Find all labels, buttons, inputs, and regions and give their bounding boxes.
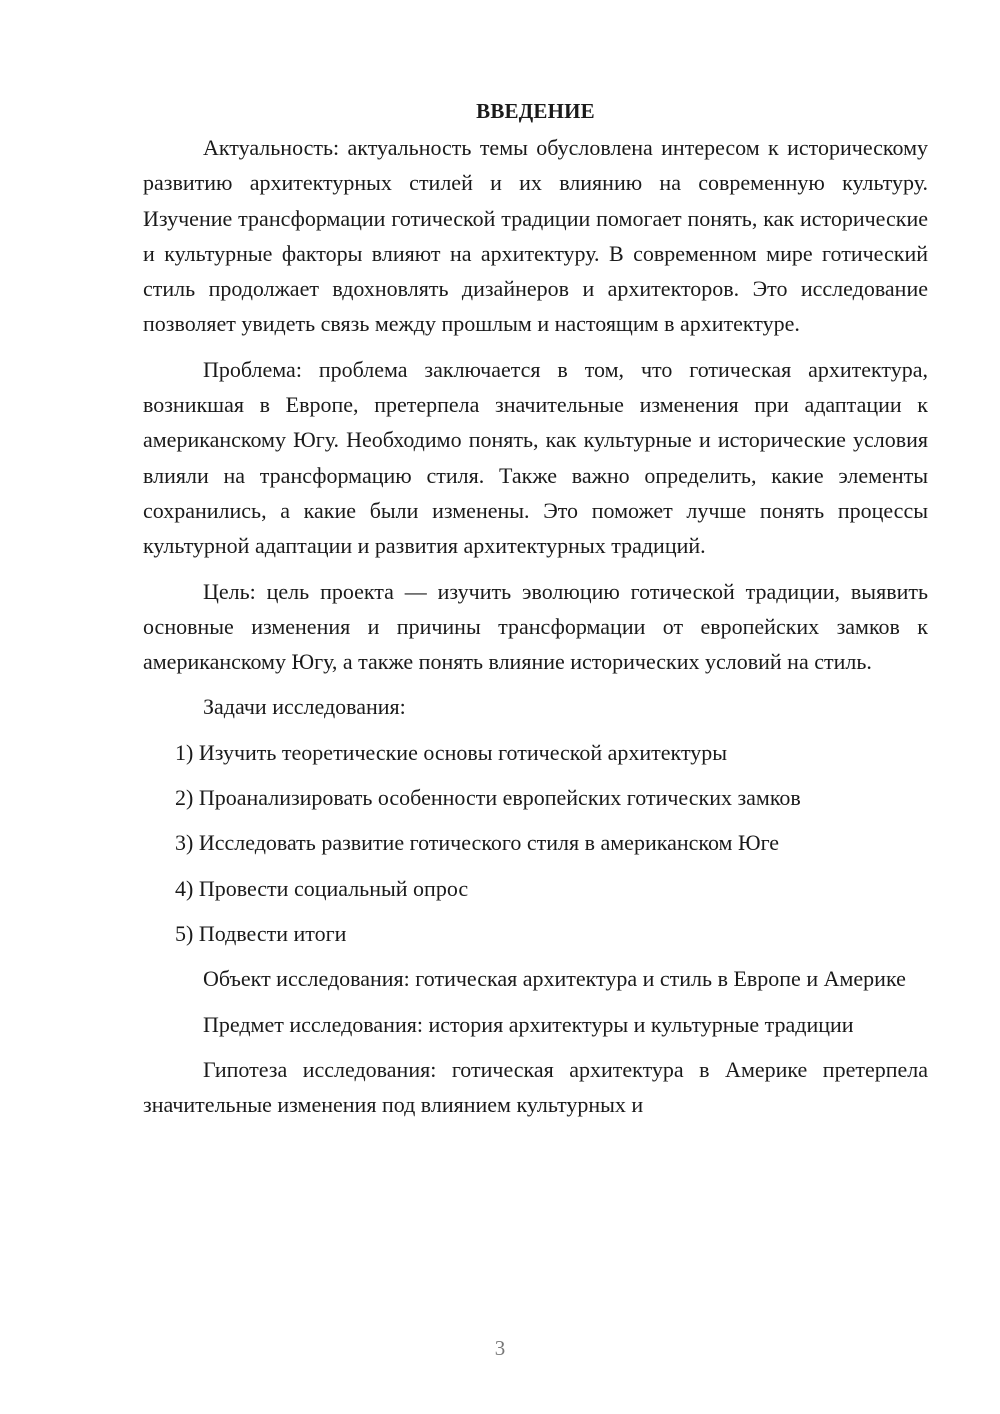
paragraph-object: Объект исследования: готическая архитектура и стиль в Европе и Америке [203, 966, 906, 992]
paragraph-goal: Цель: цель проекта — изучить эволюцию готической традиции, выявить основные изменения и причины трансформации от европейских замков к американскому Югу, а также понять влияние исторических условий на стиль. [143, 578, 928, 675]
task-item: 2) Проанализировать особенности европейских готических замков [175, 785, 801, 811]
task-item: 4) Провести социальный опрос [175, 875, 469, 901]
paragraph-hypothesis: Гипотеза исследования: готическая архитектура в Америке претерпела значительные изменения под влиянием культурных и [143, 1056, 928, 1118]
task-item: 3) Исследовать развитие готического стиля в американском Юге [175, 830, 780, 856]
paragraph-problem: Проблема: проблема заключается в том, что готическая архитектура, возникшая в Европе, претерпела значительные изменения при адаптации к американскому Югу. Необходимо понять, как культурные и исторические условия влияли на трансформацию стиля. Также важно определить, какие элементы сохранились, а какие были изменены. Это поможет лучше понять процессы культурной адаптации и развития архитектурных традиций. [143, 356, 928, 559]
paragraph-subject: Предмет исследования: история архитектуры и культурные традиции [203, 1011, 854, 1037]
paragraph-relevance: Актуальность: актуальность темы обусловлена интересом к историческому развитию архитектурных стилей и их влиянию на современную культуру. Изучение трансформации готической традиции помогает понять, как исторические и культурные факторы влияют на архитектуру. В современном мире готический стиль продолжает вдохновлять дизайнеров и архитекторов. Это исследование позволяет увидеть связь между прошлым и настоящим в архитектуре. [143, 135, 928, 337]
page-number: 3 [494, 1336, 506, 1360]
document-page [143, 96, 928, 1132]
tasks-list [143, 735, 928, 951]
section-title: ВВЕДЕНИЕ [476, 99, 595, 123]
task-item: 5) Подвести итоги [175, 920, 347, 946]
task-item: 1) Изучить теоретические основы готической архитектуры [175, 739, 728, 765]
tasks-heading: Задачи исследования: [203, 694, 406, 720]
